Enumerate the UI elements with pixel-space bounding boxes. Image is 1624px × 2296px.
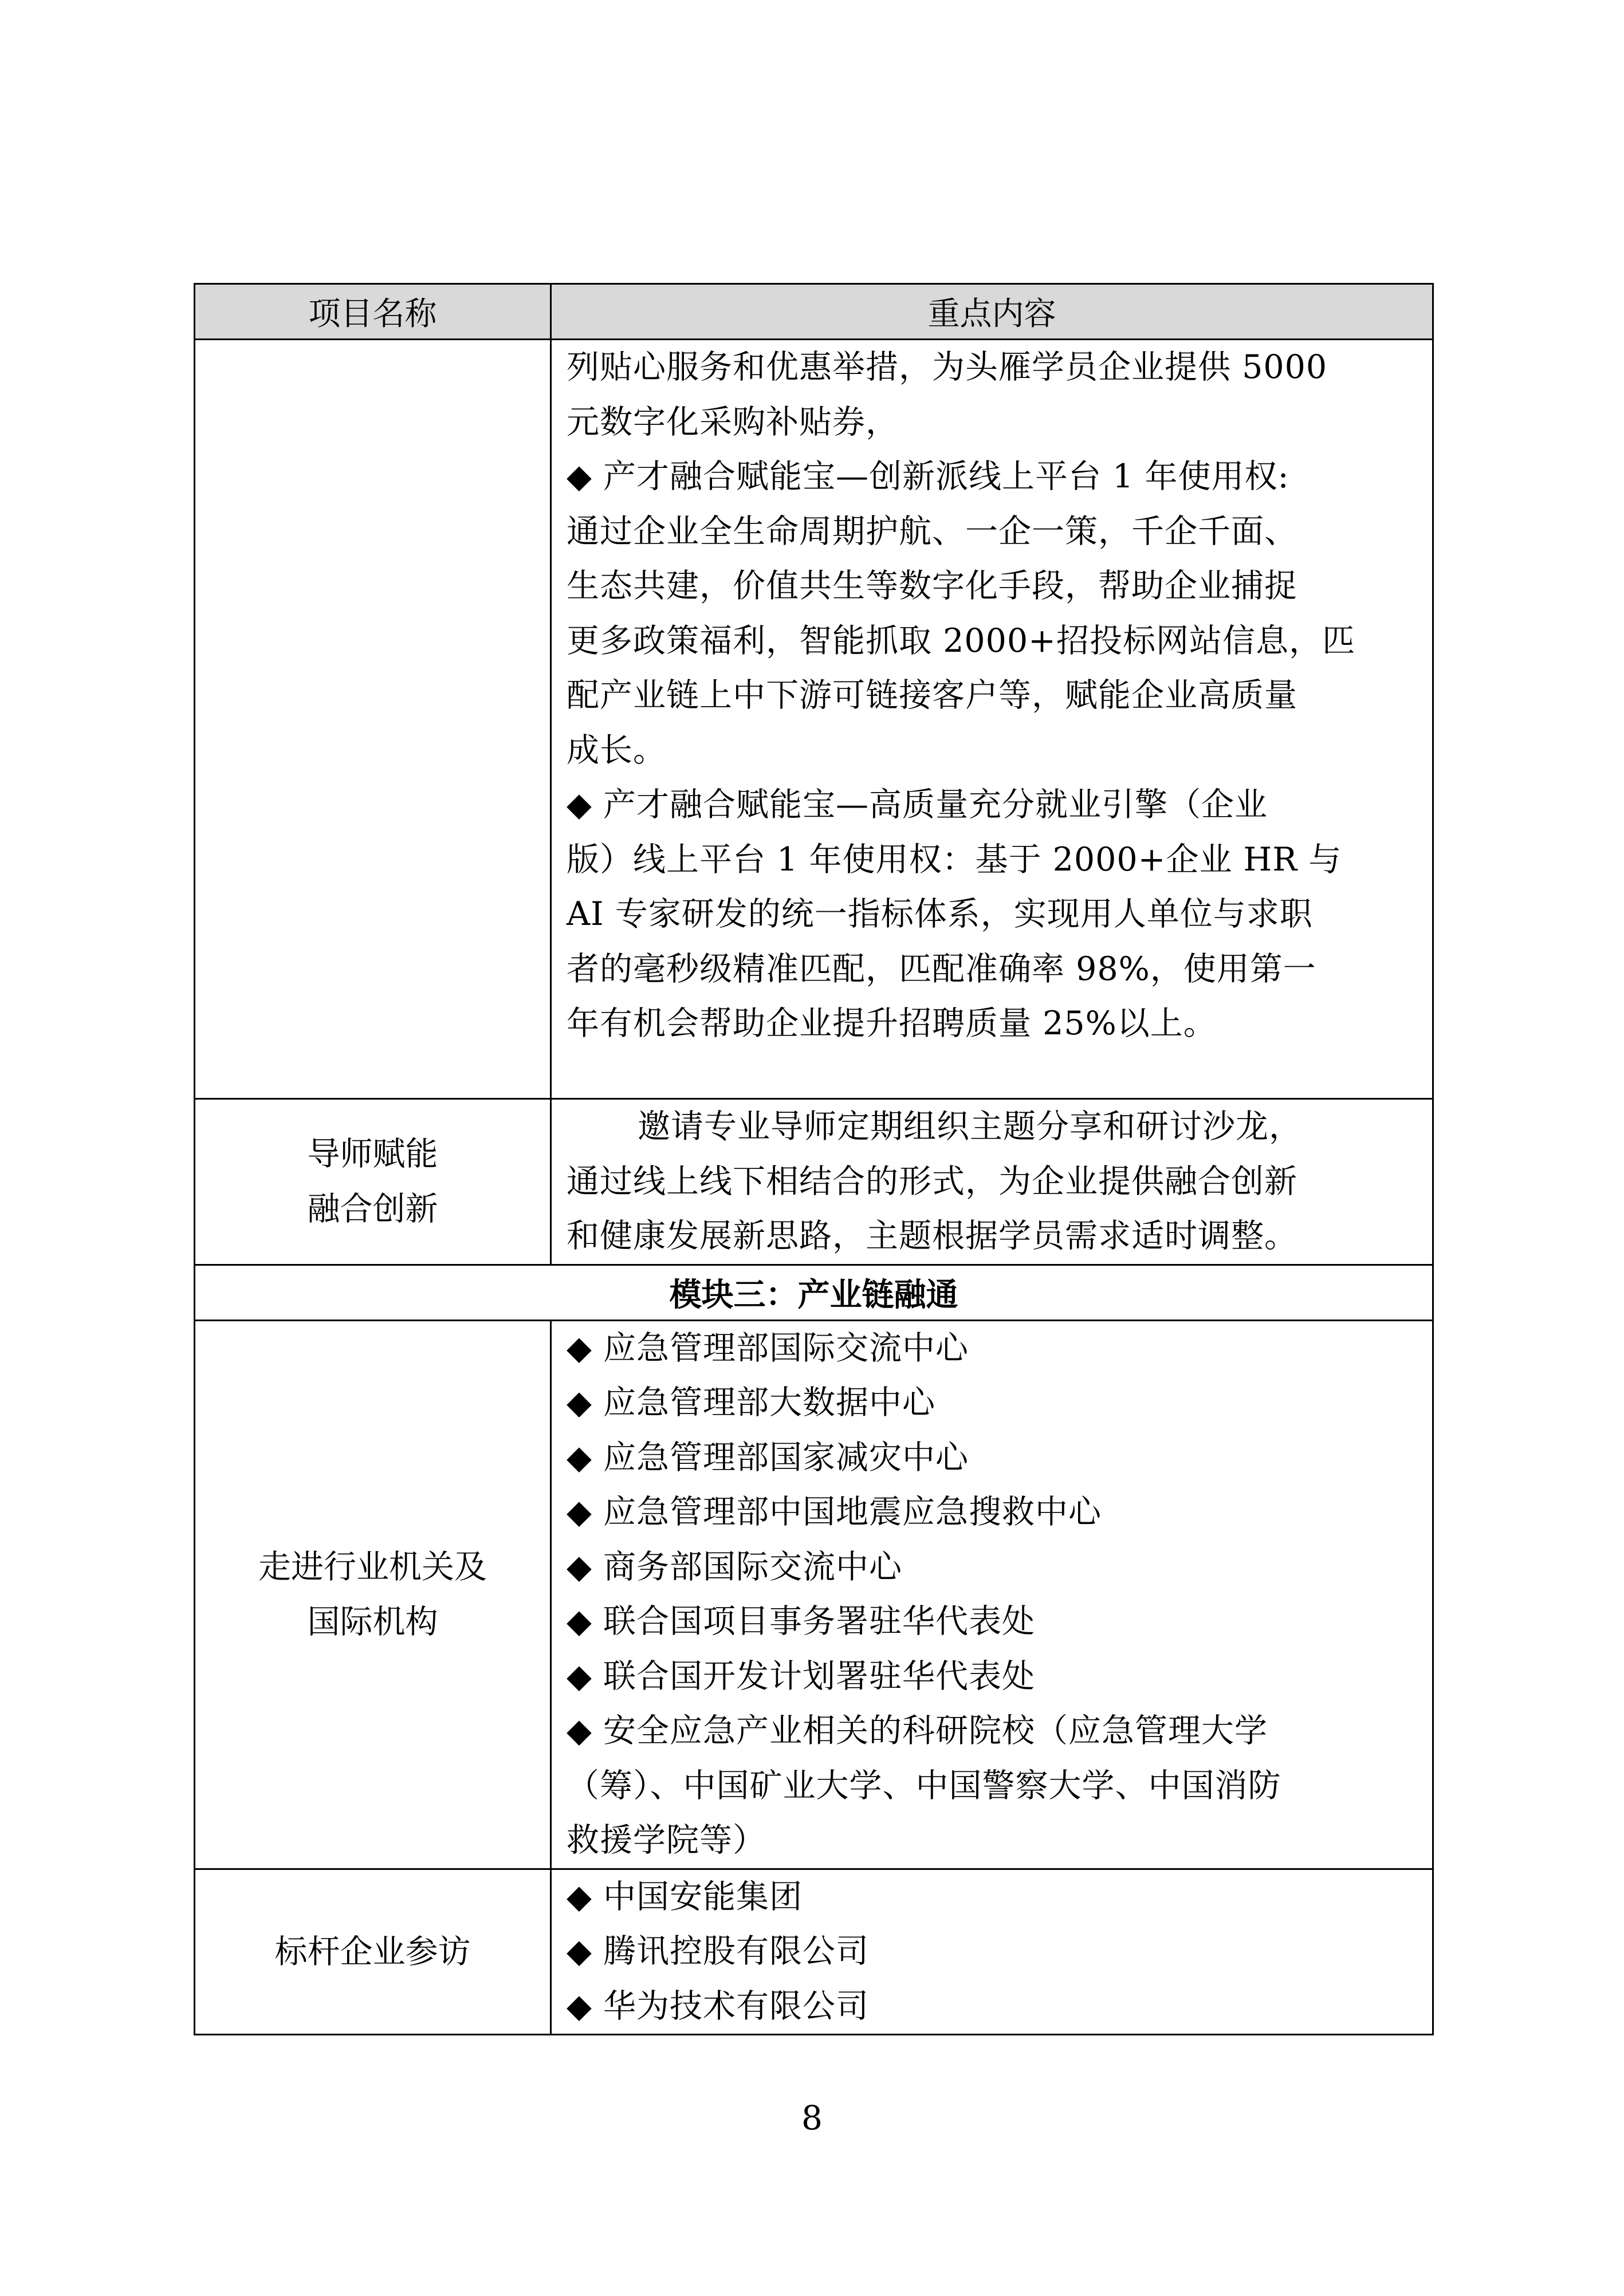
row-visit-name-line: 国际机构 <box>307 1603 438 1641</box>
content-line: 版）线上平台 1 年使用权：基于 2000+企业 HR 与 <box>567 840 1342 879</box>
content-line: 成长。 <box>567 731 666 769</box>
content-line: 元数字化采购补贴券， <box>567 403 899 441</box>
content-line: 更多政策福利，智能抓取 2000+招投标网站信息，匹 <box>567 621 1355 660</box>
content-line: 年有机会帮助企业提升招聘质量 25%以上。 <box>567 1005 1217 1042</box>
program-table <box>194 283 1434 2035</box>
list-item: （筹）、中国矿业大学、中国警察大学、中国消防 <box>567 1766 1281 1805</box>
content-line: 和健康发展新思路，主题根据学员需求适时调整。 <box>567 1217 1297 1255</box>
content-line: 邀请专业导师定期组织主题分享和研讨沙龙， <box>638 1108 1302 1145</box>
table-row-mentor <box>195 1099 1433 1265</box>
list-item: ◆ 联合国开发计划署驻华代表处 <box>567 1657 1035 1695</box>
list-item: ◆ 应急管理部国家减灾中心 <box>567 1438 969 1476</box>
table-row-visit <box>195 1320 1433 1869</box>
module-three-title: 模块三：产业链融通 <box>195 1265 1433 1320</box>
row-visit-content <box>551 1320 1433 1869</box>
content-line: ◆ 产才融合赋能宝—高质量充分就业引擎（企业 <box>567 786 1268 824</box>
list-item: ◆ 应急管理部中国地震应急搜救中心 <box>567 1493 1102 1531</box>
table-row-benchmark <box>195 1869 1433 2035</box>
table-row-module-three <box>195 1265 1433 1320</box>
header-key-content: 重点内容 <box>551 284 1433 340</box>
list-item: ◆ 安全应急产业相关的科研院校（应急管理大学 <box>567 1712 1268 1750</box>
list-item: ◆ 应急管理部国际交流中心 <box>567 1329 969 1367</box>
row-benchmark-content <box>551 1869 1433 2035</box>
content-line: 通过企业全生命周期护航、一企一策，千企千面、 <box>567 512 1297 550</box>
row-mentor-name-line: 融合创新 <box>307 1190 438 1228</box>
row-mentor-name <box>195 1099 551 1265</box>
list-item: ◆ 应急管理部大数据中心 <box>567 1384 935 1421</box>
content-line: AI 专家研发的统一指标体系，实现用人单位与求职 <box>567 895 1313 933</box>
content-line: 通过线上线下相结合的形式，为企业提供融合创新 <box>567 1162 1297 1200</box>
row-visit-name-line: 走进行业机关及 <box>258 1548 487 1586</box>
row-mentor-name-line: 导师赋能 <box>307 1135 438 1173</box>
content-line: 列贴心服务和优惠举措，为头雁学员企业提供 5000 <box>567 348 1328 386</box>
list-item: ◆ 联合国项目事务署驻华代表处 <box>567 1602 1035 1640</box>
row-visit-name <box>195 1320 551 1869</box>
table-header-row <box>195 284 1433 340</box>
list-item: 救援学院等） <box>567 1821 766 1859</box>
list-item: ◆ 腾讯控股有限公司 <box>567 1932 869 1970</box>
row-benchmark-name: 标杆企业参访 <box>195 1869 551 2035</box>
page-number: 8 <box>801 2098 823 2137</box>
header-project-name: 项目名称 <box>195 284 551 340</box>
list-item: ◆ 商务部国际交流中心 <box>567 1547 902 1586</box>
content-line: 生态共建，价值共生等数字化手段，帮助企业捕捉 <box>567 567 1297 605</box>
content-line: 者的毫秒级精准匹配，匹配准确率 98%，使用第一 <box>567 950 1316 988</box>
content-line: 配产业链上中下游可链接客户等，赋能企业高质量 <box>567 676 1297 714</box>
row-continued-name <box>195 340 551 1099</box>
row-mentor-content <box>551 1099 1433 1265</box>
content-line: ◆ 产才融合赋能宝—创新派线上平台 1 年使用权: <box>567 458 1289 495</box>
table-row-continued <box>195 340 1433 1099</box>
list-item: ◆ 中国安能集团 <box>567 1877 803 1916</box>
row-continued-content <box>551 340 1433 1099</box>
list-item: ◆ 华为技术有限公司 <box>567 1987 869 2025</box>
